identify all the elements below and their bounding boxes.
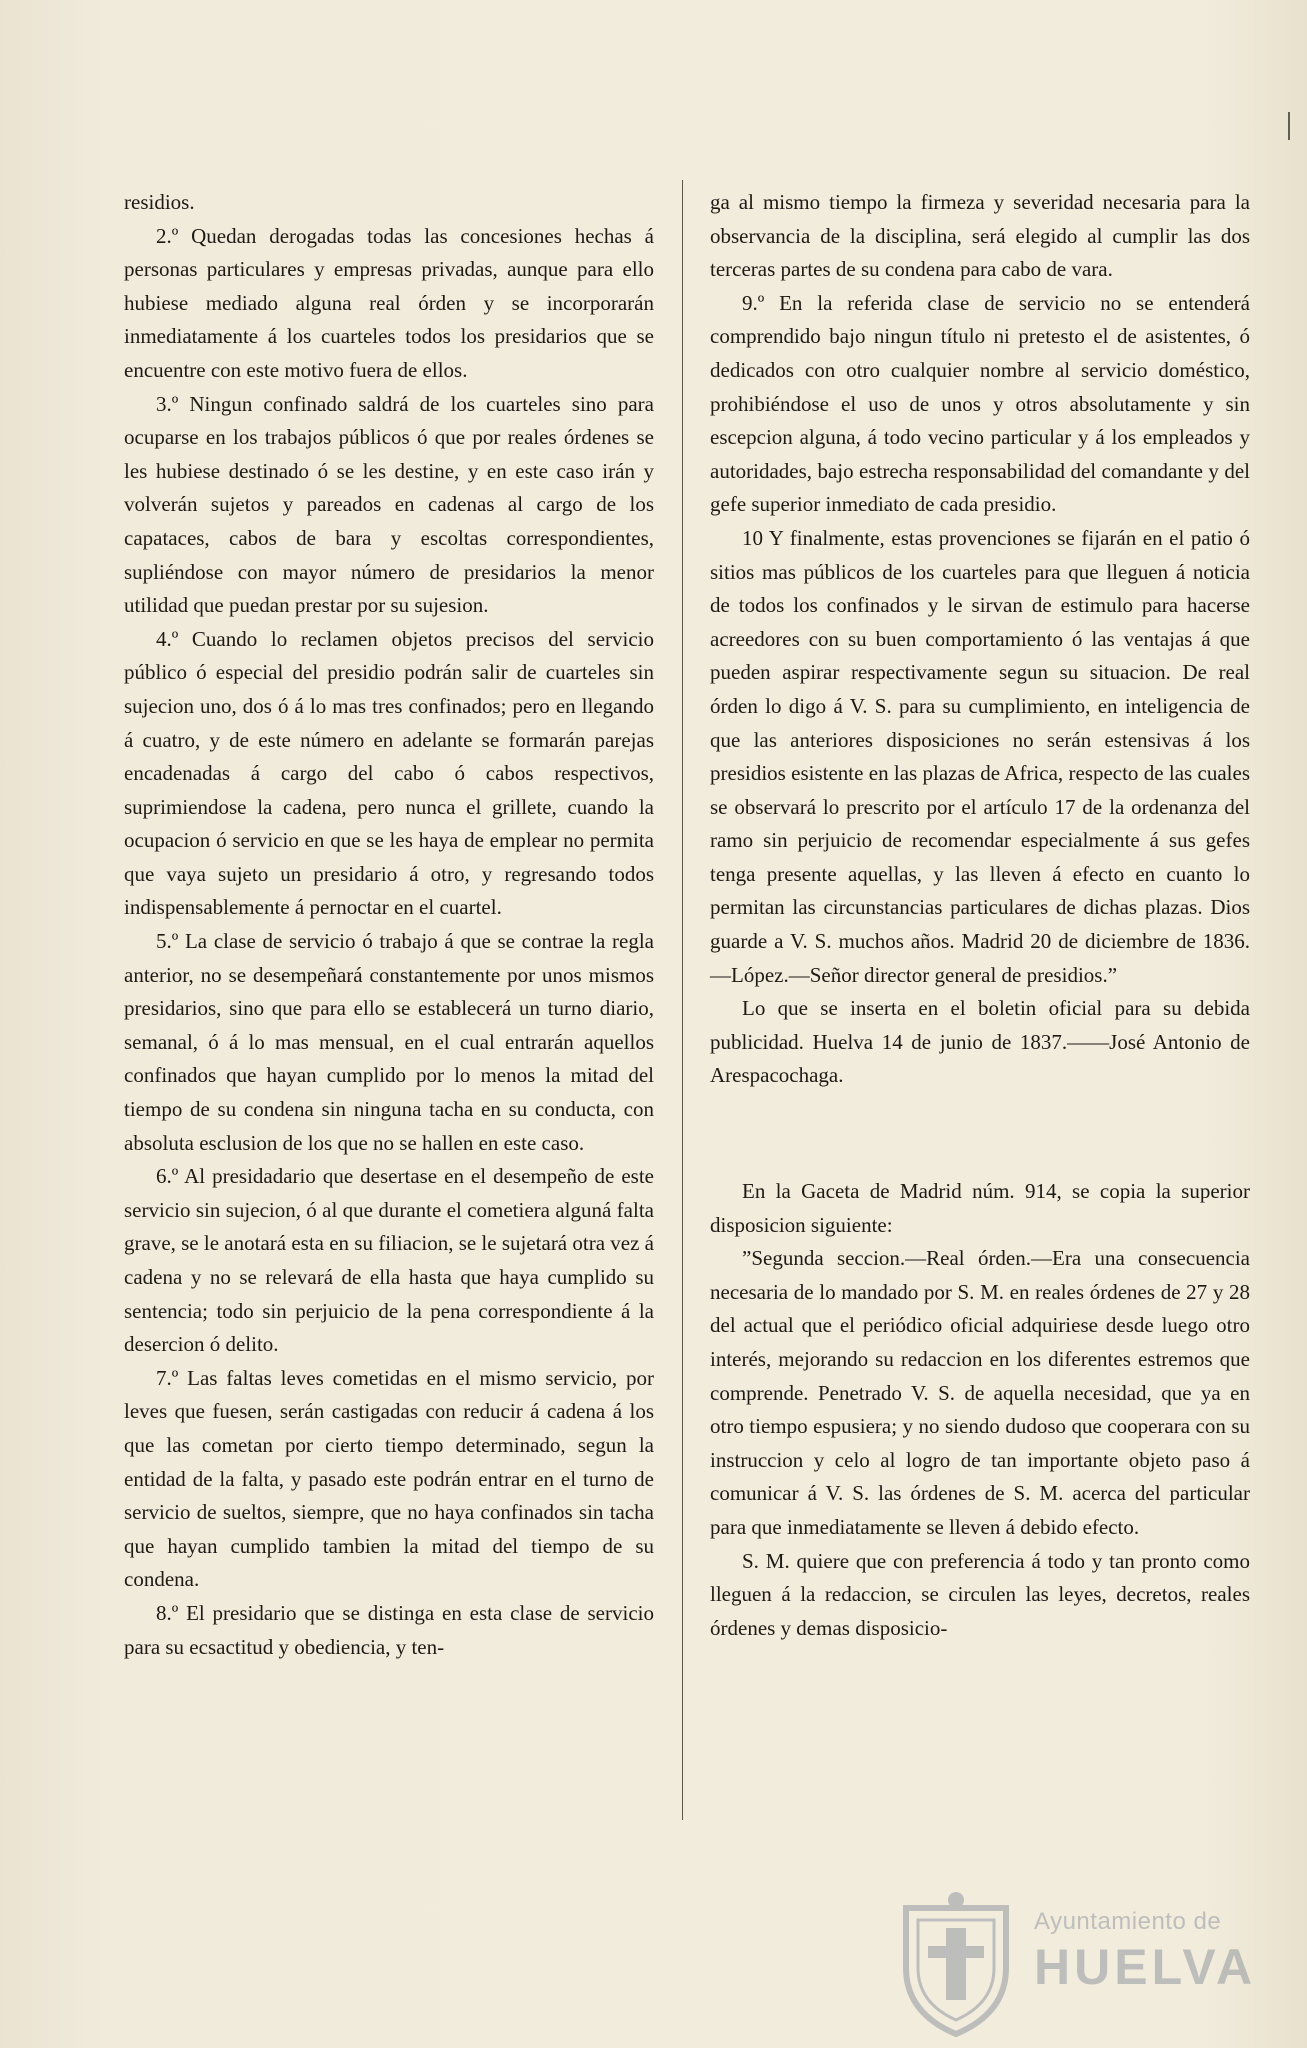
gaceta-intro: En la Gaceta de Madrid núm. 914, se copia la superior disposicion siguiente:: [710, 1179, 1250, 1237]
article-9: 9.º En la referida clase de servicio no se entenderá comprendido bajo ningun título ni pretesto el de asistentes, ó dedicados con otro cualquier nombre al servicio doméstico, prohibiéndose el uso de unos y otros absolutamente y sin escepcion alguna, á todo vecino particular y á los empleados y autoridades, bajo estrecha responsabilidad del comandante y del gefe superior inmediato de cada presidio.: [710, 290, 1250, 517]
watermark-line-2: HUELVA: [1034, 1939, 1257, 1995]
real-orden-text: ”Segunda seccion.—Real órden.—Era una consecuencia necesaria de lo mandado por S. M. en reales órdenes de 27 y 28 del actual que el periódico oficial adquiriese desde luego otro interés, mejorando su redaccion en los diferentes estremos que comprende. Penetrado V. S. de aquella necesidad, que ya en otro tiempo espusiera; y no siendo dudoso que cooperara con su instruccion y celo al logro de tan importante objeto paso á comunicar á V. S. las órdenes de S. M. acerca del particular para que inmediatamente se lleven á debido efecto.: [710, 1246, 1250, 1539]
watermark-line-1: Ayuntamiento de: [1034, 1908, 1222, 1935]
edge-mark: [1288, 112, 1290, 140]
publication-note: Lo que se inserta en el boletin oficial para su debida publicidad. Huelva 14 de junio de 1837.——José Antonio de Arespacochaga.: [710, 996, 1250, 1088]
article-8: 8.º El presidario que se distinga en esta clase de servicio para su ecsactitud y obediencia, y ten-: [124, 1600, 654, 1659]
real-orden-continuation: S. M. quiere que con preferencia á todo y tan pronto como lleguen á la redaccion, se circulen las leyes, decretos, reales órdenes y demas disposicio-: [710, 1548, 1250, 1640]
article-8-continuation: ga al mismo tiempo la firmeza y severidad necesaria para la observancia de la disciplina, será elegido al cumplir las dos terceras partes de su condena para cabo de vara.: [710, 190, 1250, 282]
section-gap: [710, 1093, 1250, 1175]
article-2: 2.º Quedan derogadas todas las concesiones hechas á personas particulares y empresas privadas, aunque para ello hubiese mediado alguna real órden y se incorporarán inmediatamente á los cuarteles todos los presidarios que se encuentre con este motivo fuera de ellos.: [124, 223, 654, 382]
article-7: 7.º Las faltas leves cometidas en el mismo servicio, por leves que fuesen, serán castigadas con reducir á cadena á los que las cometan por cierto tiempo determinado, segun la entidad de la falta, y pasado este podrán entrar en el turno de servicio de sueltos, siempre, que no haya confinados sin tacha que hayan cumplido tambien la mitad del tiempo de su condena.: [124, 1365, 654, 1592]
article-4: 4.º Cuando lo reclamen objetos precisos del servicio público ó especial del presidio podrán salir de cuarteles sin sujecion uno, dos ó á lo mas tres confinados; pero en llegando á cuatro, y de este número en adelante se formarán parejas encadenadas á cargo del cabo ó cabos respectivos, suprimiendose la cadena, pero nunca el grillete, cuando la ocupacion ó servicio en que se les haya de emplear no permita que vaya sujeto un presidario á otro, y regresando todos indispensablemente á pernoctar en el cuartel.: [124, 626, 654, 920]
column-divider: [682, 180, 683, 1820]
article-10: 10 Y finalmente, estas provenciones se fijarán en el patio ó sitios mas públicos de los cuarteles para que lleguen á noticia de todos los confinados y le sirvan de estimulo para hacerse acreedores con su buen comportamiento ó las ventajas á que pueden aspirar respectivamente segun su situacion. De real órden lo digo á V. S. para su cumplimiento, en inteligencia de que las anteriores disposiciones no serán estensivas á los presidios esistente en las plazas de Africa, respecto de las cuales se observará lo prescrito por el artículo 17 de la ordenanza del ramo sin perjuicio de recomendar especialmente á sus gefes tenga presente aquellas, y las lleven á efecto en cuanto lo permitan las circunstancias particulares de dichas plazas. Dios guarde a V. S. muchos años. Madrid 20 de diciembre de 1836.—López.—Señor director general de presidios.”: [710, 525, 1250, 987]
right-column: [710, 186, 1250, 1645]
article-6: 6.º Al presidadario que desertase en el desempeño de este servicio sin sujecion, ó al que durante el cometiera alguná falta grave, se le anotará esta en su filiacion, se le sujetará otra vez á cadena y no se relevará de ella hasta que haya cumplido su sentencia; todo sin perjuicio de la pena correspondiente á la desercion ó delito.: [124, 1164, 654, 1357]
article-3: 3.º Ningun confinado saldrá de los cuarteles sino para ocuparse en los trabajos públicos ó que por reales órdenes se les hubiese destinado ó se les destine, y en este caso irán y volverán sujetos y pareados en cadenas al cargo de los capataces, cabos de bara y escoltas correspondientes, supliéndose con mayor número de presidarios la menor utilidad que puedan prestar por su sujesion.: [124, 391, 654, 618]
article-5: 5.º La clase de servicio ó trabajo á que se contrae la regla anterior, no se desempeñará constantemente por unos mismos presidarios, sino que para ello se establecerá un turno diario, semanal, ó á lo mas mensual, en el cual entrarán aquellos confinados que hayan cumplido por lo menos la mitad del tiempo de su condena sin ninguna tacha en su conducta, con absoluta esclusion de los que no se hallen en este caso.: [124, 929, 654, 1155]
paragraph-continuation: residios.: [124, 190, 195, 214]
left-column: [124, 186, 654, 1664]
city-seal-icon: [892, 1888, 1020, 2038]
ayuntamiento-watermark: [892, 1888, 1292, 2038]
